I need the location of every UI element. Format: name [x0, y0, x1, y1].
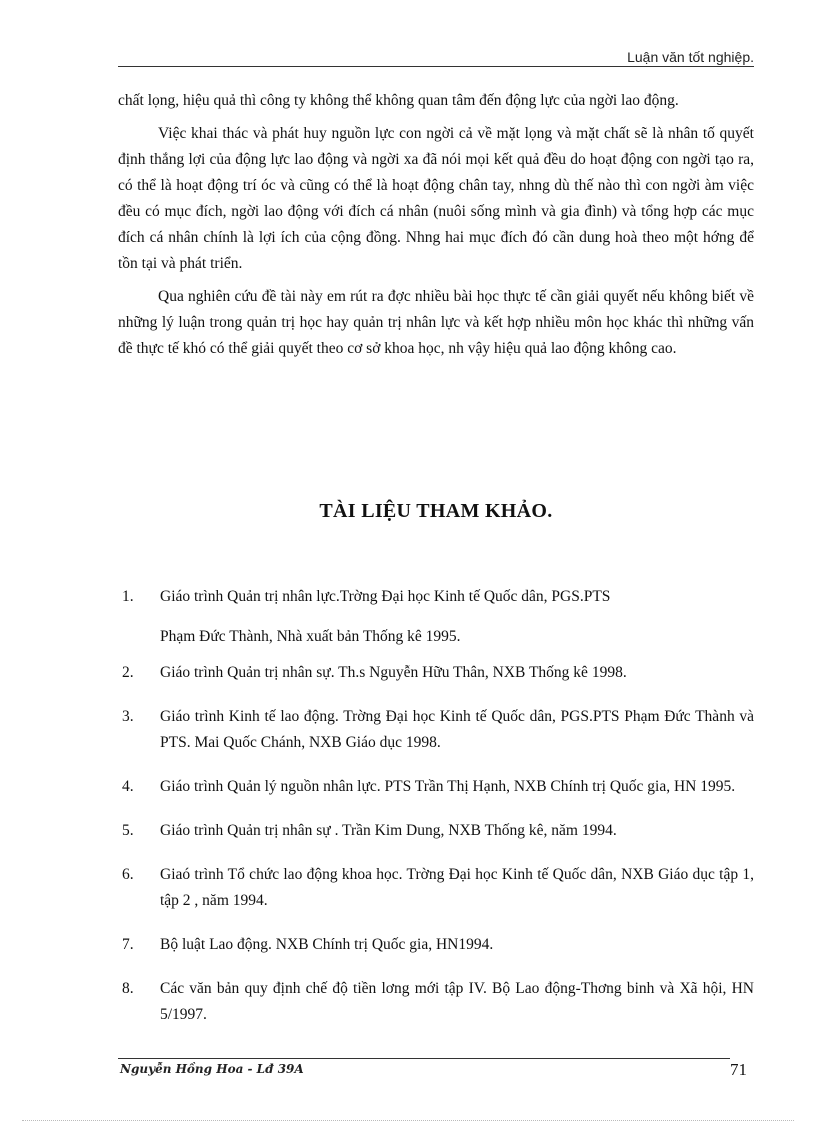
- page-bottom-edge: [22, 1120, 794, 1121]
- reference-item: [118, 818, 754, 844]
- reference-text: Giáo trình Quản trị nhân sự. Th.s Nguyễn Hữu Thân, NXB Thống kê 1998.: [160, 664, 627, 681]
- reference-number: 2.: [122, 664, 134, 681]
- footer-divider: [118, 1058, 730, 1059]
- footer-author: Nguyễn Hồng Hoa - Lđ 39A: [120, 1062, 304, 1076]
- body-text: [118, 88, 754, 369]
- page-number: 71: [730, 1060, 747, 1079]
- reference-item: [118, 932, 754, 958]
- paragraph: Qua nghiên cứu đề tài này em rút ra đợc nhiều bài học thực tế cần giải quyết nếu không biết về những lý luận trong quản trị học hay quản trị nhân lực và kết hợp nhiều môn học khác thì những vấn đề thực tế khó có thể giải quyết theo cơ sở khoa học, nh vậy hiệu quả lao động không cao.: [118, 288, 754, 357]
- reference-number: 5.: [122, 822, 134, 839]
- reference-text: Giáo trình Quản lý nguồn nhân lực. PTS Trần Thị Hạnh, NXB Chính trị Quốc gia, HN 1995.: [160, 778, 736, 795]
- reference-item: [118, 584, 754, 650]
- reference-number: 3.: [122, 708, 134, 725]
- reference-text: Giáo trình Quản trị nhân lực.Trờng Đại học Kinh tế Quốc dân, PGS.PTS: [160, 588, 611, 605]
- reference-text: Giáo trình Kinh tế lao động. Trờng Đại học Kinh tế Quốc dân, PGS.PTS Phạm Đức Thành và PTS. Mai Quốc Chánh, NXB Giáo dục 1998.: [160, 708, 754, 751]
- reference-number: 6.: [122, 866, 134, 883]
- reference-text: Giáo trình Quản trị nhân sự . Trần Kim Dung, NXB Thống kê, năm 1994.: [160, 822, 617, 839]
- reference-text-continued: Phạm Đức Thành, Nhà xuất bản Thống kê 1995.: [160, 628, 461, 645]
- reference-number: 4.: [122, 778, 134, 795]
- reference-text: Các văn bản quy định chế độ tiền lơng mới tập IV. Bộ Lao động-Thơng binh và Xã hội, HN 5/1997.: [160, 980, 754, 1023]
- reference-item: [118, 862, 754, 914]
- paragraph: chất lọng, hiệu quả thì công ty không thể không quan tâm đến động lực của ngời lao động.: [118, 92, 679, 109]
- reference-text: Bộ luật Lao động. NXB Chính trị Quốc gia, HN1994.: [160, 936, 494, 953]
- reference-number: 8.: [122, 980, 134, 997]
- reference-number: 1.: [122, 588, 134, 605]
- running-header: Luận văn tốt nghiệp.: [627, 49, 754, 65]
- reference-number: 7.: [122, 936, 134, 953]
- reference-item: [118, 704, 754, 756]
- reference-text: Giaó trình Tổ chức lao động khoa học. Trờng Đại học Kinh tế Quốc dân, NXB Giáo dục tập 1, tập 2 , năm 1994.: [160, 866, 754, 909]
- reference-item: [118, 774, 754, 800]
- reference-item: [118, 976, 754, 1028]
- reference-item: [118, 660, 754, 686]
- header-divider: [118, 66, 754, 67]
- references-heading: TÀI LIỆU THAM KHẢO.: [319, 500, 553, 522]
- references-list: [118, 584, 754, 1028]
- paragraph: Việc khai thác và phát huy nguồn lực con ngời cả về mặt lọng và mặt chất sẽ là nhân tố quyết định thắng lợi của động lực lao động và ngời xa đã nói mọi kết quả đều do hoạt động con ngời tạo ra, có thể là hoạt động trí óc và cũng có thể là hoạt động chân tay, nhng dù thế nào thì con ngời àm việc đều có mục đích, ngời lao động với đích cá nhân (nuôi sống mình và gia đình) và tổng hợp các mục đích cá nhân chính là lợi ích của cộng đồng. Nhng hai mục đích đó cần dung hoà theo một hớng để tồn tại và phát triển.: [118, 125, 754, 272]
